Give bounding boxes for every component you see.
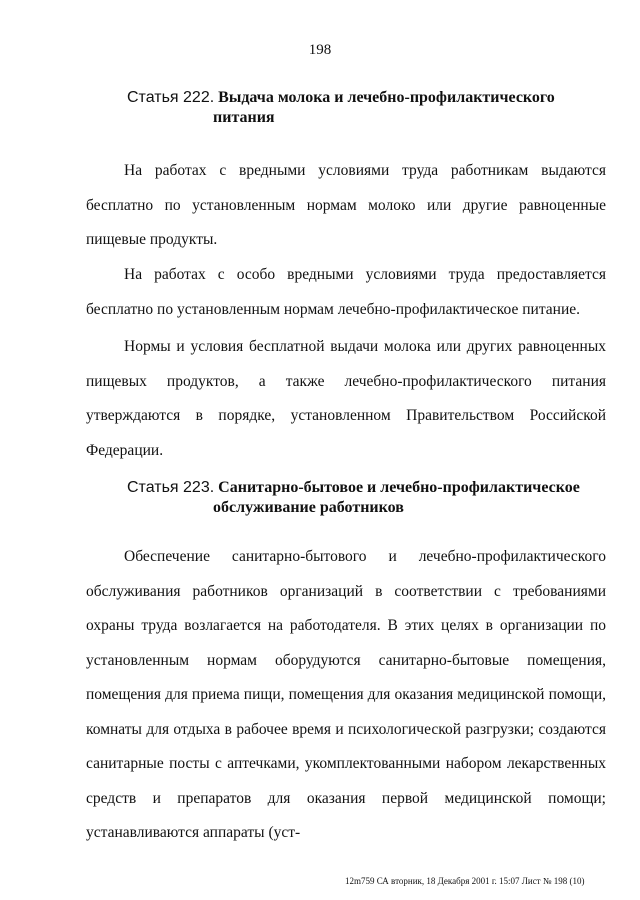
page-number: 198 bbox=[308, 42, 332, 58]
article-222-paragraph-3: Нормы и условия бесплатной выдачи молока или других равноценных пищевых продуктов, а также лечебно-профилактического питания утверждаются в порядке, установленном Правительством Российской Федерации. bbox=[86, 338, 606, 459]
article-222-title-line2: питания bbox=[213, 109, 275, 126]
article-223-title-line2: обслуживание работников bbox=[213, 499, 404, 516]
article-222-paragraph-1: На работах с вредными условиями труда работникам выдаются бесплатно по установленным нормам молоко или другие равноценные пищевые продукты. bbox=[86, 162, 606, 248]
article-222-heading bbox=[127, 88, 607, 128]
article-223-title-line1: Санитарно-бытовое и лечебно-профилактическое bbox=[218, 479, 580, 496]
article-222-paragraph-2: На работах с особо вредными условиями труда предоставляется бесплатно по установленным нормам лечебно-профилактическое питание. bbox=[86, 266, 606, 318]
page-footer: 12m759 СА вторник, 18 Декабря 2001 г. 15:07 Лист № 198 (10) bbox=[345, 876, 585, 886]
article-223-heading bbox=[127, 478, 607, 518]
article-222-number: Статья 222. bbox=[127, 89, 215, 106]
article-222-title-line1: Выдача молока и лечебно-профилактического bbox=[218, 89, 555, 106]
article-223-number: Статья 223. bbox=[127, 479, 215, 496]
article-223-paragraph-1: Обеспечение санитарно-бытового и лечебно-профилактического обслуживания работников организаций в соответствии с требованиями охраны труда возлагается на работодателя. В этих целях в организации по установленным нормам оборудуются санитарно-бытовые помещения, помещения для приема пищи, помещения для оказания медицинской помощи, комнаты для отдыха в рабочее время и психологической разгрузки; создаются санитарные посты с аптечками, укомплектованными набором лекарственных средств и препаратов для оказания первой медицинской помощи; устанавливаются аппараты (уст- bbox=[86, 548, 606, 841]
